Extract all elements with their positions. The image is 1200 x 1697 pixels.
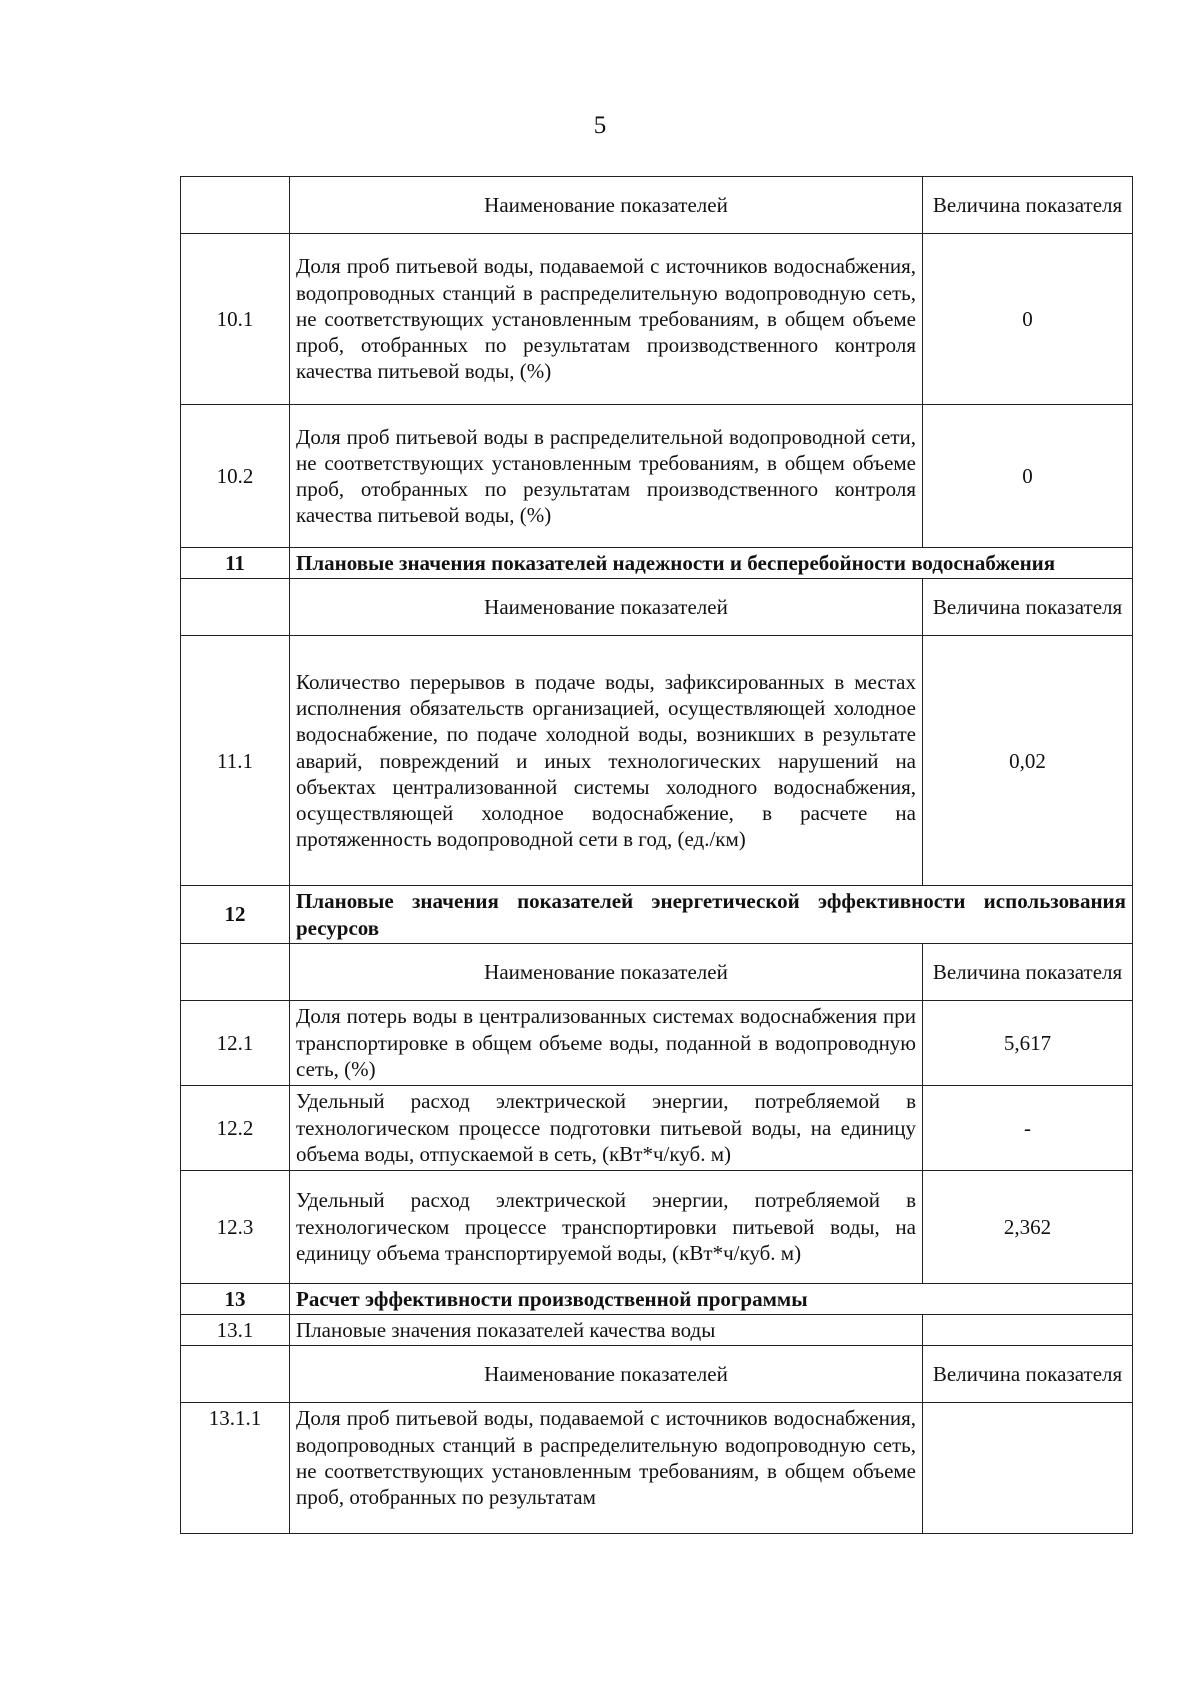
table-header-row	[181, 943, 1133, 1000]
row-value: 5,617	[923, 1000, 1133, 1085]
table-row	[181, 405, 1133, 548]
row-description: Доля проб питьевой воды, подаваемой с источников водоснабжения, водопроводных станций в распределительную водопроводную сеть, не соответствующих установленным требованиям, в общем объеме проб, отобранных по результатам	[290, 1403, 923, 1534]
table-header-row	[181, 579, 1133, 636]
row-value: 2,362	[923, 1170, 1133, 1283]
row-number: 12.2	[181, 1085, 290, 1170]
row-description: Удельный расход электрической энергии, потребляемой в технологическом процессе транспортировки питьевой воды, на единицу объема транспортируемой воды, (кВт*ч/куб. м)	[290, 1170, 923, 1283]
row-description: Количество перерывов в подаче воды, зафиксированных в местах исполнения обязательств организацией, осуществляющей холодное водоснабжение, по подаче холодной воды, возникших в результате аварий, повреждений и иных технологических нарушений на объектах централизованной системы холодного водоснабжения, осуществляющей холодное водоснабжение, в расчете на протяженность водопроводной сети в год, (ед./км)	[290, 636, 923, 886]
section-number: 12	[181, 886, 290, 944]
header-value-cell: Величина показателя	[923, 943, 1133, 1000]
header-name-cell: Наименование показателей	[290, 943, 923, 1000]
row-number: 13.1	[181, 1315, 290, 1346]
table-row	[181, 636, 1133, 886]
section-title: Расчет эффективности производственной программы	[290, 1283, 1133, 1314]
row-description: Доля проб питьевой воды в распределительной водопроводной сети, не соответствующих установленным требованиям, в общем объеме проб, отобранных по результатам производственного контроля качества питьевой воды, (%)	[290, 405, 923, 548]
row-number: 11.1	[181, 636, 290, 886]
header-name-cell: Наименование показателей	[290, 177, 923, 234]
row-number: 10.2	[181, 405, 290, 548]
header-name-cell: Наименование показателей	[290, 1346, 923, 1403]
header-empty-cell	[181, 943, 290, 1000]
header-value-cell: Величина показателя	[923, 1346, 1133, 1403]
row-number: 13.1.1	[181, 1403, 290, 1534]
header-empty-cell	[181, 579, 290, 636]
table-header-row	[181, 1346, 1133, 1403]
row-description: Доля потерь воды в централизованных системах водоснабжения при транспортировке в общем объеме воды, поданной в водопроводную сеть, (%)	[290, 1000, 923, 1085]
section-row	[181, 886, 1133, 944]
page-number: 5	[593, 112, 607, 139]
table-row	[181, 1403, 1133, 1534]
row-value: 0	[923, 234, 1133, 405]
row-number: 10.1	[181, 234, 290, 405]
table-row	[181, 1170, 1133, 1283]
section-number: 13	[181, 1283, 290, 1314]
table-row	[181, 234, 1133, 405]
row-number: 12.1	[181, 1000, 290, 1085]
header-name-cell: Наименование показателей	[290, 579, 923, 636]
table-row	[181, 1000, 1133, 1085]
row-description: Плановые значения показателей качества воды	[290, 1315, 923, 1346]
header-empty-cell	[181, 177, 290, 234]
table-row	[181, 1085, 1133, 1170]
row-value	[923, 1315, 1133, 1346]
section-title: Плановые значения показателей надежности и бесперебойности водоснабжения	[290, 548, 1133, 579]
row-number: 12.3	[181, 1170, 290, 1283]
section-number: 11	[181, 548, 290, 579]
row-value	[923, 1403, 1133, 1534]
row-description: Доля проб питьевой воды, подаваемой с источников водоснабжения, водопроводных станций в распределительную водопроводную сеть, не соответствующих установленным требованиям, в общем объеме проб, отобранных по результатам производственного контроля качества питьевой воды, (%)	[290, 234, 923, 405]
header-value-cell: Величина показателя	[923, 579, 1133, 636]
section-title: Плановые значения показателей энергетической эффективности использования ресурсов	[290, 886, 1133, 944]
subsection-row	[181, 1315, 1133, 1346]
row-value: 0,02	[923, 636, 1133, 886]
section-row	[181, 548, 1133, 579]
header-value-cell: Величина показателя	[923, 177, 1133, 234]
row-value: -	[923, 1085, 1133, 1170]
section-row	[181, 1283, 1133, 1314]
row-description: Удельный расход электрической энергии, потребляемой в технологическом процессе подготовки питьевой воды, на единицу объема воды, отпускаемой в сеть, (кВт*ч/куб. м)	[290, 1085, 923, 1170]
row-value: 0	[923, 405, 1133, 548]
header-empty-cell	[181, 1346, 290, 1403]
indicators-table	[180, 176, 1133, 1534]
table-header-row	[181, 177, 1133, 234]
